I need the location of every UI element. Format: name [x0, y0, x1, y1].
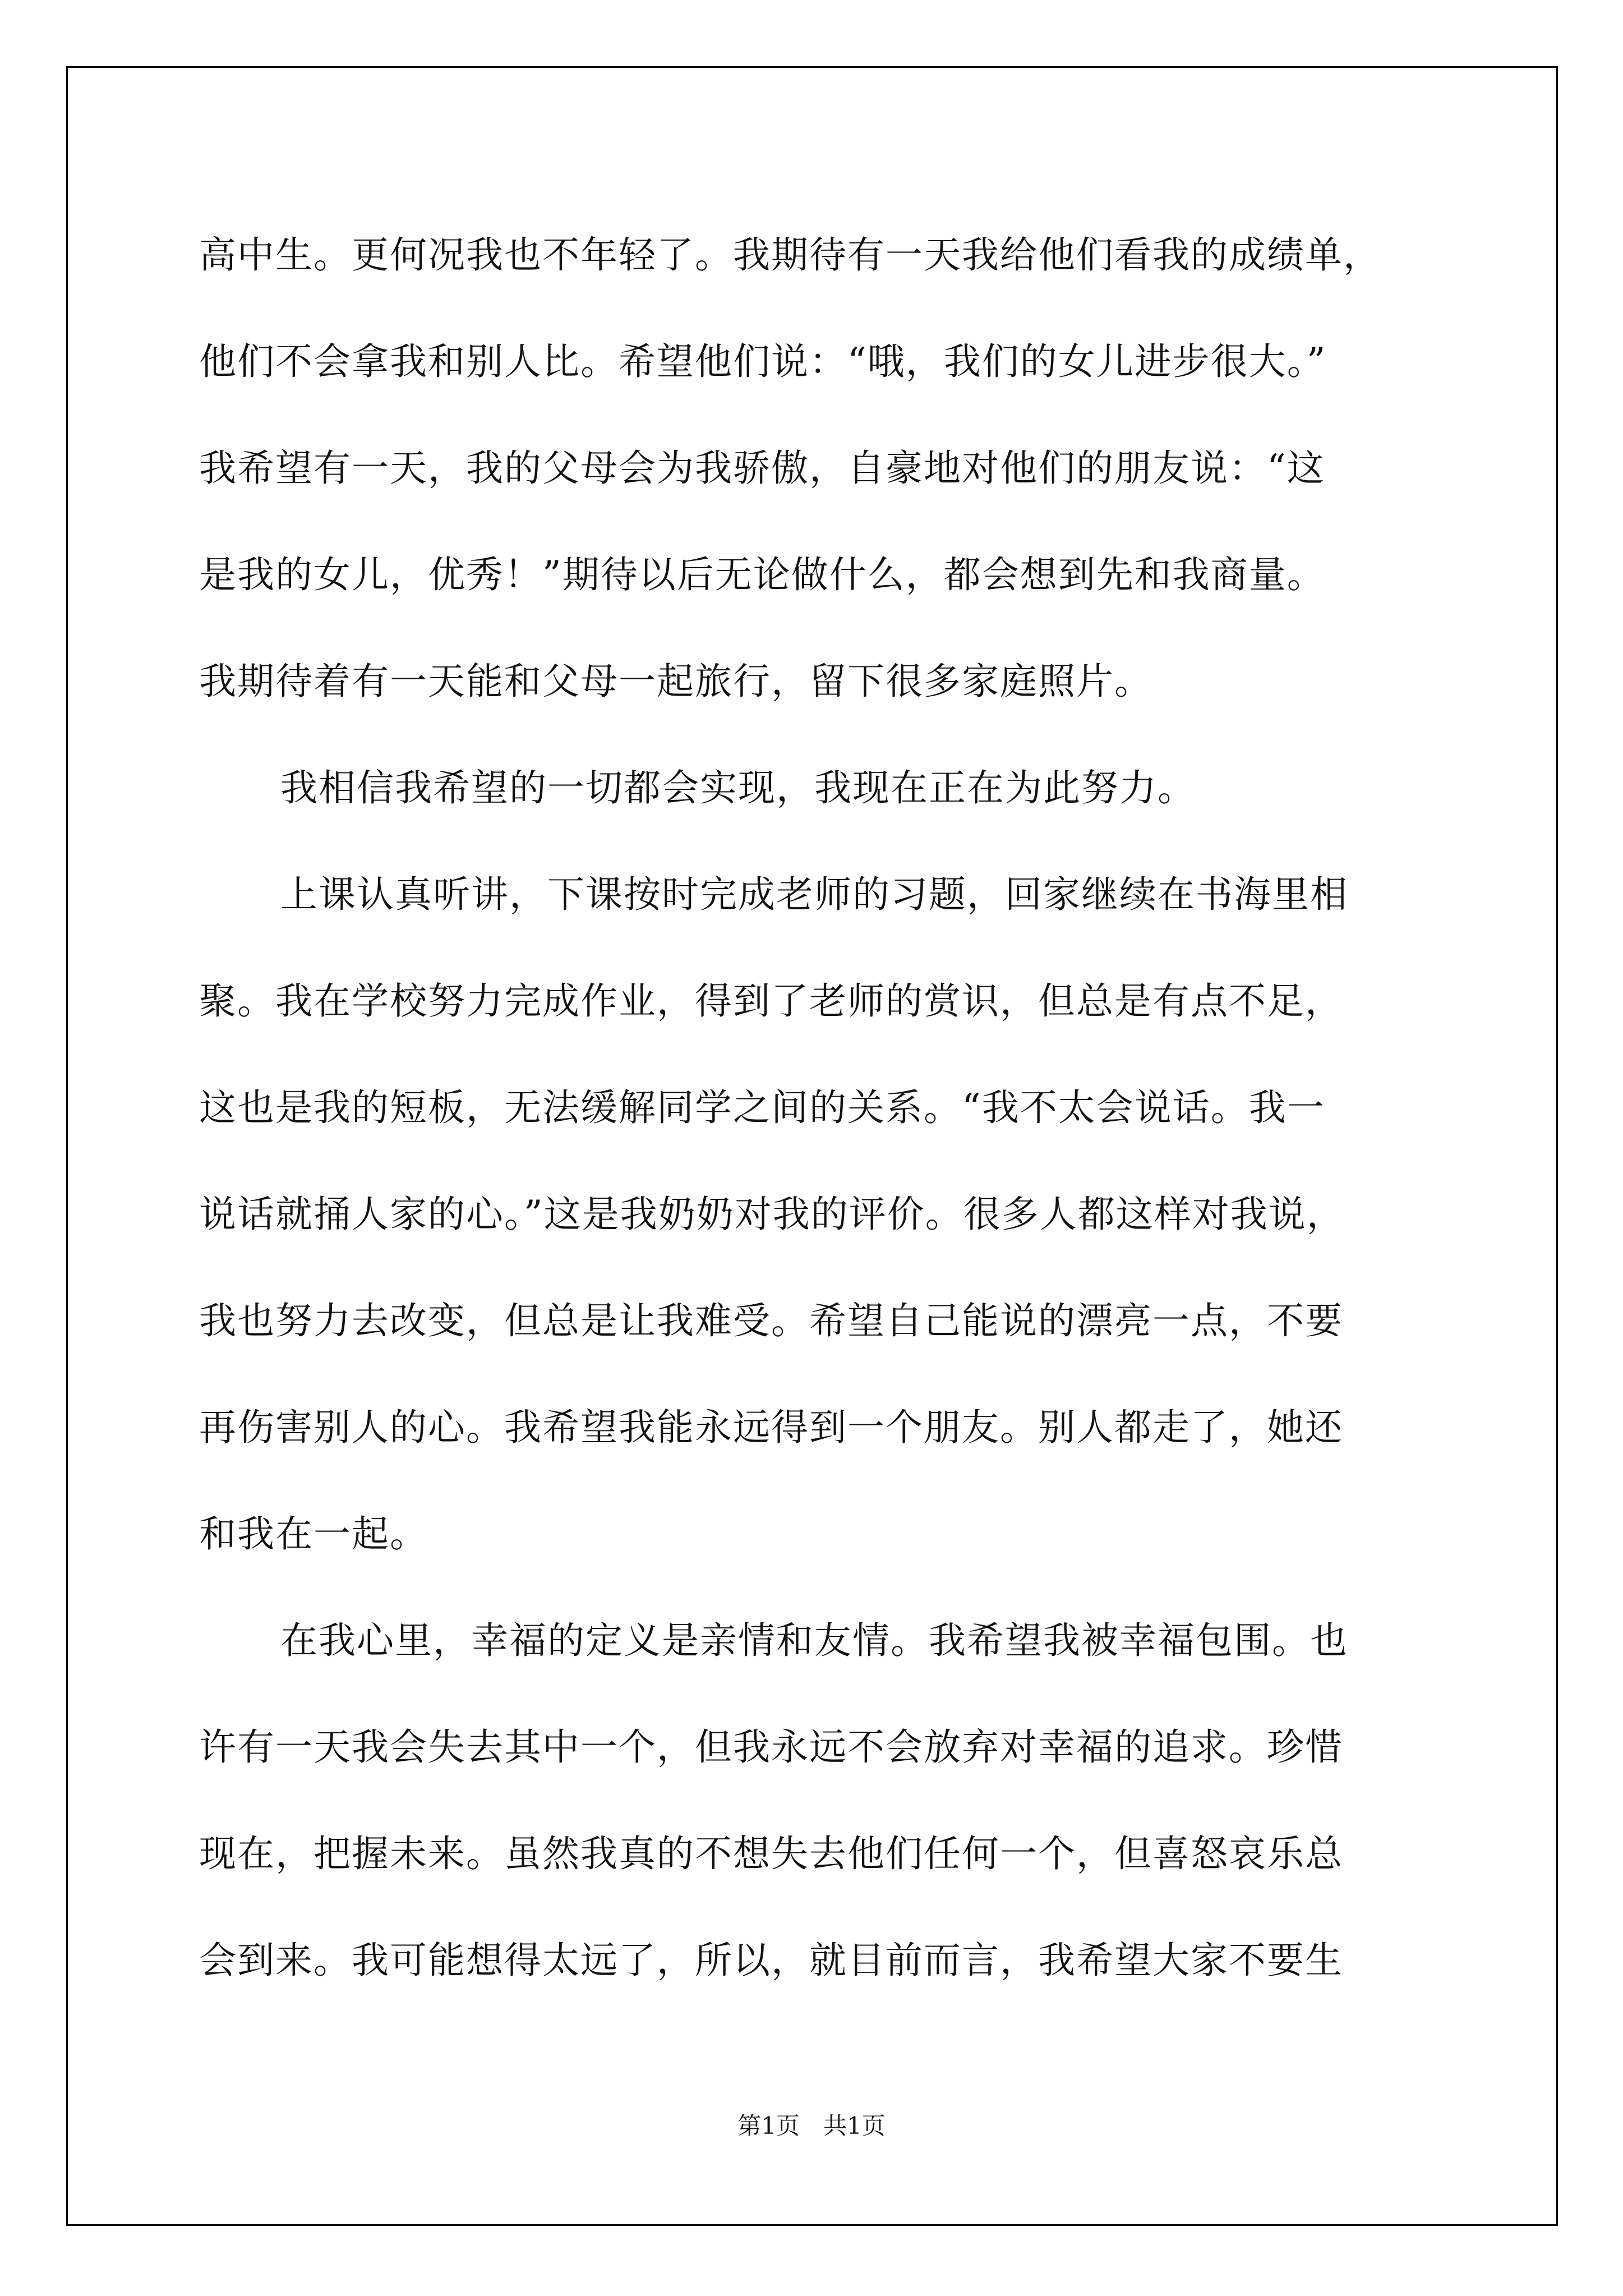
paragraph-start-line: 在我心里，幸福的定义是亲情和友情。我希望我被幸福包围。也	[280, 1619, 1348, 1662]
text-line: 和我在一起。	[199, 1512, 428, 1556]
text-line: 许有一天我会失去其中一个，但我永远不会放弃对幸福的追求。珍惜	[199, 1726, 1343, 1769]
page-number-footer: 第1页 共1页	[737, 2112, 886, 2139]
text-line: 他们不会拿我和别人比。希望他们说：“哦，我们的女儿进步很大。”	[199, 340, 1327, 383]
text-line: 说话就捅人家的心。”这是我奶奶对我的评价。很多人都这样对我说，	[199, 1193, 1345, 1236]
text-line: 我期待着有一天能和父母一起旅行，留下很多家庭照片。	[199, 660, 1152, 703]
text-line: 会到来。我可能想得太远了，所以，就目前而言，我希望大家不要生	[199, 1939, 1343, 1982]
text-line: 高中生。更何况我也不年轻了。我期待有一天我给他们看我的成绩单，	[199, 233, 1381, 277]
paragraph-start-line: 上课认真听讲，下课按时完成老师的习题，回家继续在书海里相	[280, 873, 1348, 916]
text-line: 这也是我的短板，无法缓解同学之间的关系。“我不太会说话。我一	[199, 1086, 1325, 1129]
text-line: 聚。我在学校努力完成作业，得到了老师的赏识，但总是有点不足，	[199, 979, 1343, 1023]
document-body	[199, 202, 1433, 2014]
text-line: 再伤害别人的心。我希望我能永远得到一个朋友。别人都走了，她还	[199, 1406, 1343, 1449]
text-line: 是我的女儿，优秀！”期待以后无论做什么，都会想到先和我商量。	[199, 553, 1325, 596]
text-line: 我也努力去改变，但总是让我难受。希望自己能说的漂亮一点，不要	[199, 1299, 1343, 1342]
text-line: 现在，把握未来。虽然我真的不想失去他们任何一个，但喜怒哀乐总	[199, 1832, 1343, 1875]
paragraph-start-line: 我相信我希望的一切都会实现，我现在正在为此努力。	[280, 766, 1196, 809]
text-line: 我希望有一天，我的父母会为我骄傲，自豪地对他们的朋友说：“这	[199, 447, 1325, 490]
